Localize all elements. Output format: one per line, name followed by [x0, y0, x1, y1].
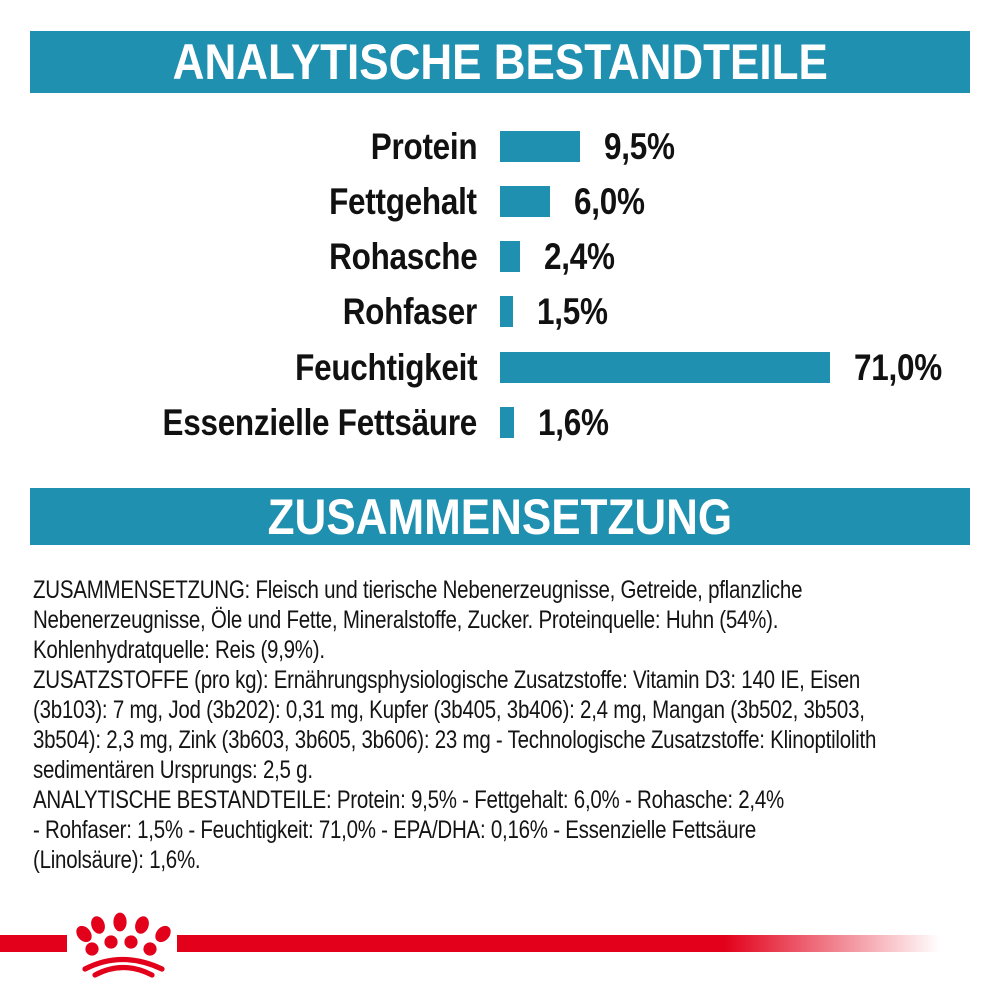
chart-bar — [500, 407, 514, 438]
royal-canin-paw-icon — [60, 905, 185, 995]
chart-bar — [500, 352, 830, 383]
chart-value: 71,0% — [854, 347, 942, 388]
text-line: (3b103): 7 mg, Jod (3b202): 0,31 mg, Kupfer (3b405, 3b406): 2,4 mg, Mangan (3b502, 3b503, — [33, 696, 865, 724]
chart-value: 9,5% — [604, 126, 675, 167]
composition-text-block — [33, 575, 993, 875]
text-line: Nebenerzeugnisse, Öle und Fette, Mineralstoffe, Zucker. Proteinquelle: Huhn (54%). — [33, 606, 779, 634]
chart-bar — [500, 186, 550, 217]
paragraph-zusatzstoffe — [33, 665, 993, 785]
chart-label: Feuchtigkeit — [294, 347, 477, 388]
chart-row-rohfaser — [0, 291, 1000, 332]
text-line: Kohlenhydratquelle: Reis (9,9%). — [33, 636, 325, 664]
chart-bar — [500, 241, 520, 272]
chart-value: 6,0% — [574, 181, 645, 222]
composition-header-title: ZUSAMMENSETZUNG — [267, 488, 733, 545]
chart-row-feuchtigkeit — [0, 347, 1000, 388]
brand-band-gap — [67, 933, 177, 954]
chart-row-rohasche — [0, 236, 1000, 277]
chart-value: 1,5% — [537, 291, 608, 332]
text-line: ZUSAMMENSETZUNG: Fleisch und tierische Nebenerzeugnisse, Getreide, pflanzliche — [33, 576, 803, 604]
text-line: - Rohfaser: 1,5% - Feuchtigkeit: 71,0% - EPA/DHA: 0,16% - Essenzielle Fettsäure — [33, 816, 757, 844]
analytics-header-title: ANALYTISCHE BESTANDTEILE — [172, 34, 828, 90]
chart-label: Essenzielle Fettsäure — [162, 402, 477, 443]
chart-row-fettgehalt — [0, 181, 1000, 222]
chart-label: Protein — [370, 126, 477, 167]
text-line: (Linolsäure): 1,6%. — [33, 846, 201, 874]
paragraph-zusammensetzung — [33, 575, 993, 665]
chart-bar — [500, 296, 513, 327]
chart-row-protein — [0, 126, 1000, 167]
text-line: sedimentären Ursprungs: 2,5 g. — [33, 756, 313, 784]
chart-value: 2,4% — [544, 236, 615, 277]
composition-header-band — [30, 488, 970, 545]
text-line: 3b504): 2,3 mg, Zink (3b603, 3b605, 3b606): 23 mg - Technologische Zusatzstoffe: Klinoptilolith — [33, 726, 877, 754]
nutrition-bar-chart — [0, 0, 1000, 470]
paragraph-analytische-bestandteile — [33, 785, 993, 875]
chart-row-essenzielle-fettsaeure — [0, 402, 1000, 443]
chart-value: 1,6% — [538, 402, 609, 443]
chart-label: Rohasche — [328, 236, 477, 277]
chart-bar — [500, 131, 580, 162]
brand-red-band — [0, 935, 940, 952]
text-line: ANALYTISCHE BESTANDTEILE: Protein: 9,5% - Fettgehalt: 6,0% - Rohasche: 2,4% — [33, 786, 785, 814]
chart-label: Rohfaser — [342, 291, 477, 332]
text-line: ZUSATZSTOFFE (pro kg): Ernährungsphysiologische Zusatzstoffe: Vitamin D3: 140 IE, Eisen — [33, 666, 861, 694]
chart-label: Fettgehalt — [329, 181, 477, 222]
